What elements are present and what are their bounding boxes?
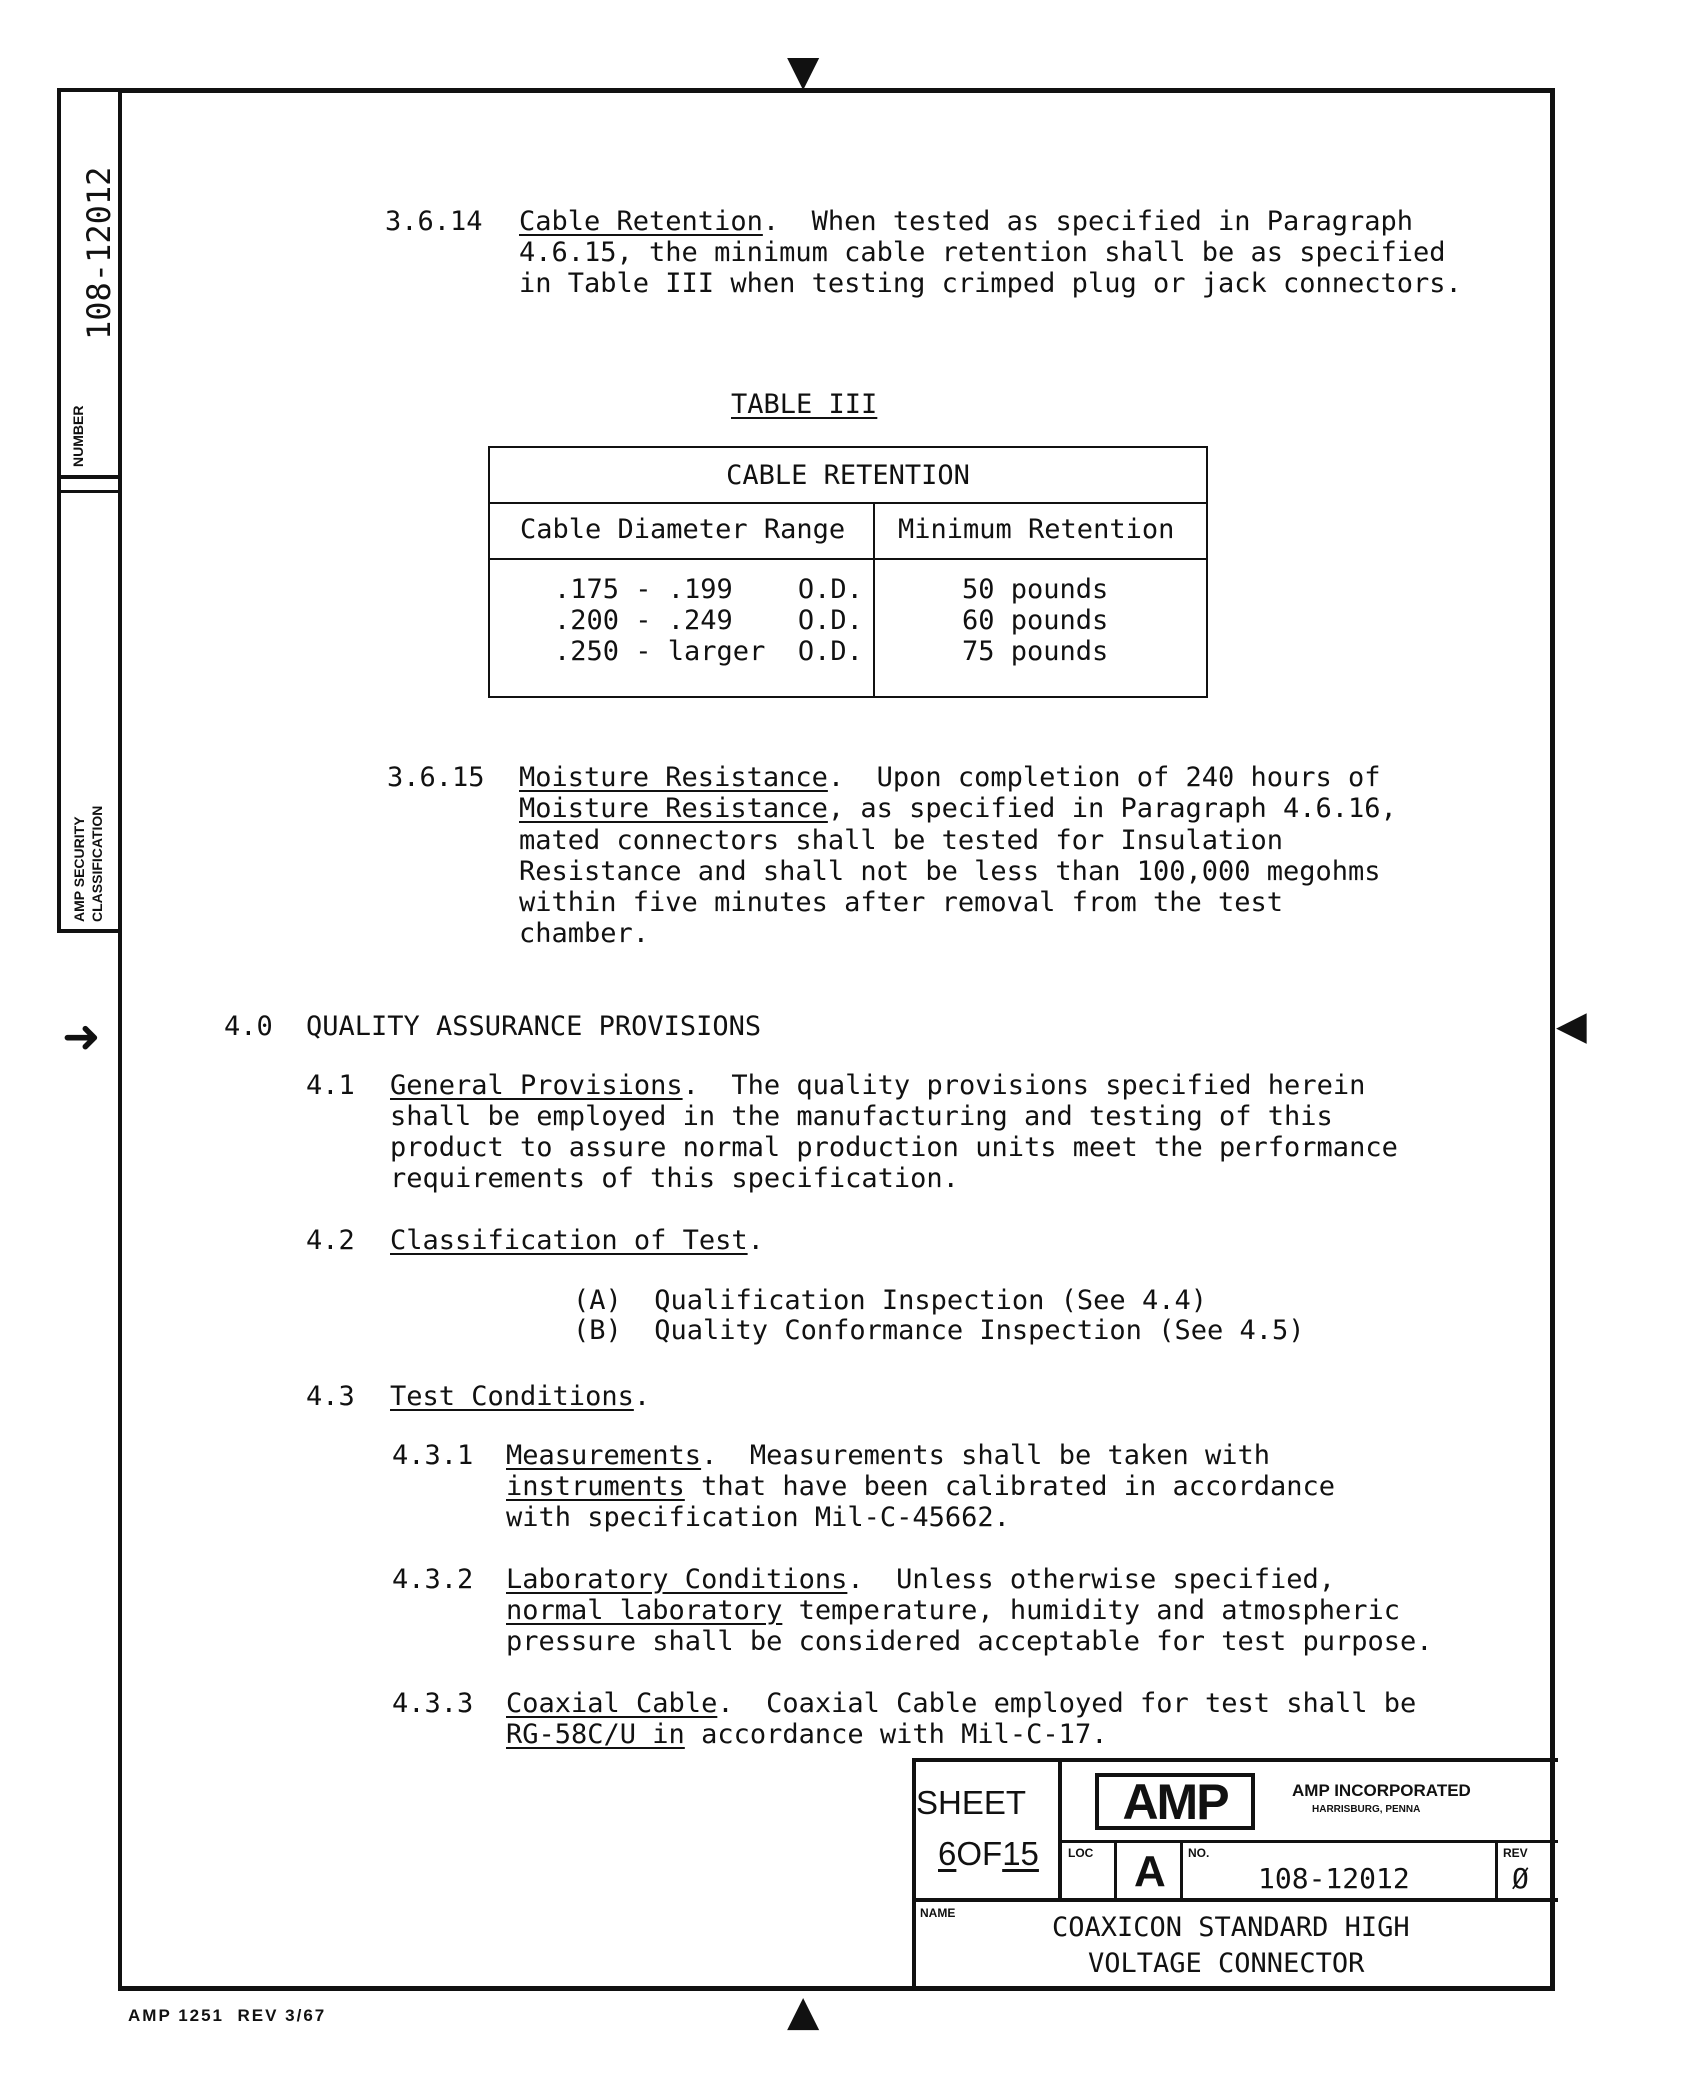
title-block-line xyxy=(1114,1843,1117,1900)
sheet-label: SHEET xyxy=(916,1784,1027,1821)
section-title: Moisture Resistance xyxy=(519,762,828,793)
paragraph-line: with specification Mil-C-45662. xyxy=(506,1502,1010,1533)
section-number: 4.3.2 xyxy=(392,1564,474,1595)
underlined-text: RG-58C/U in xyxy=(506,1719,685,1750)
paragraph-line xyxy=(506,1440,1270,1471)
column-header: Minimum Retention xyxy=(898,514,1175,545)
title-block-line xyxy=(1062,1840,1558,1843)
section-title: Test Conditions xyxy=(390,1381,634,1412)
amp-logo xyxy=(1095,1773,1255,1830)
strip-divider xyxy=(57,475,120,479)
table-header-row xyxy=(490,502,1206,560)
document-name: COAXICON STANDARD HIGH xyxy=(1052,1912,1410,1943)
paragraph-text: accordance with Mil-C-17. xyxy=(684,1719,1108,1750)
paragraph-line xyxy=(506,1564,1335,1595)
section-title: Cable Retention xyxy=(519,206,763,237)
company-location: HARRISBURG, PENNA xyxy=(1312,1804,1421,1815)
document-number-vertical: 108-12012 xyxy=(80,166,118,340)
paragraph-line xyxy=(390,1225,764,1256)
table-title: TABLE III xyxy=(731,389,878,420)
paragraph-text: . Upon completion of 240 hours of xyxy=(827,762,1381,793)
paragraph-text: temperature, humidity and atmospheric xyxy=(782,1595,1401,1626)
company-name: AMP INCORPORATED xyxy=(1292,1781,1471,1800)
paragraph-line xyxy=(506,1595,1400,1626)
paragraph-text: . xyxy=(747,1225,764,1256)
strip-divider xyxy=(57,490,120,493)
arrow-right-icon: ➜ xyxy=(62,1009,101,1063)
paragraph-line: mated connectors shall be tested for Insulation xyxy=(519,825,1284,856)
paragraph-line: product to assure normal production units meet the performance xyxy=(390,1132,1398,1163)
section-number: 3.6.15 xyxy=(387,762,485,793)
arrow-down-icon: ▼ xyxy=(787,46,820,95)
underlined-text: instruments xyxy=(506,1471,685,1502)
paragraph-line xyxy=(519,793,1397,824)
sheet-number xyxy=(920,1835,1039,1873)
list-item: (B) Quality Conformance Inspection (See 4.5) xyxy=(573,1315,1305,1346)
paragraph-line: Resistance and shall not be less than 100,000 megohms xyxy=(519,856,1381,887)
paragraph-line xyxy=(390,1070,1365,1101)
paragraph-line xyxy=(506,1471,1335,1502)
paragraph-line: within five minutes after removal from the test xyxy=(519,887,1284,918)
title-block-line xyxy=(1495,1843,1498,1900)
cable-retention-table xyxy=(488,446,1208,698)
name-label: NAME xyxy=(920,1906,956,1920)
no-label: NO. xyxy=(1188,1846,1210,1860)
column-header: Cable Diameter Range xyxy=(520,514,846,545)
title-block-line xyxy=(1058,1758,1062,1900)
table-cell: .250 - larger O.D. xyxy=(554,636,863,667)
sheet-total: 15 xyxy=(1002,1835,1039,1872)
arrow-left-icon: ◀ xyxy=(1556,1003,1587,1049)
underlined-text: Moisture Resistance xyxy=(519,793,828,824)
document-name: VOLTAGE CONNECTOR xyxy=(1088,1948,1365,1979)
table-cell: .175 - .199 O.D. xyxy=(554,574,863,605)
paragraph-line xyxy=(519,206,1413,237)
paragraph-line: pressure shall be considered acceptable for test purpose. xyxy=(506,1626,1433,1657)
underlined-text: normal laboratory xyxy=(506,1595,783,1626)
section-number: 4.1 xyxy=(306,1070,355,1101)
section-number: 4.3.3 xyxy=(392,1688,474,1719)
paragraph-line: 4.6.15, the minimum cable retention shall be as specified xyxy=(519,237,1446,268)
paragraph-text: . The quality provisions specified herein xyxy=(682,1070,1366,1101)
paragraph-line xyxy=(390,1381,650,1412)
paragraph-text: . When tested as specified in Paragraph xyxy=(762,206,1414,237)
paragraph-line: chamber. xyxy=(519,918,650,949)
section-number: 4.0 xyxy=(224,1011,273,1042)
section-title: Classification of Test xyxy=(390,1225,748,1256)
section-number: 4.3 xyxy=(306,1381,355,1412)
sheet-of: OF xyxy=(956,1835,1003,1872)
paragraph-line: requirements of this specification. xyxy=(390,1163,959,1194)
loc-label: LOC xyxy=(1068,1846,1094,1860)
table-cell: 75 pounds xyxy=(962,636,1109,667)
table-cell: .200 - .249 O.D. xyxy=(554,605,863,636)
table-cell: 50 pounds xyxy=(962,574,1109,605)
paragraph-text: . Measurements shall be taken with xyxy=(701,1440,1271,1471)
column-divider xyxy=(873,502,875,698)
logo-text: AMP xyxy=(1122,1773,1228,1830)
table-caption: CABLE RETENTION xyxy=(490,448,1206,504)
title-block-line xyxy=(912,1898,1558,1902)
section-title: General Provisions xyxy=(390,1070,683,1101)
section-title: Measurements xyxy=(506,1440,702,1471)
table-cell: 60 pounds xyxy=(962,605,1109,636)
paragraph-text: . Unless otherwise specified, xyxy=(847,1564,1336,1595)
sheet-current: 6 xyxy=(938,1835,957,1872)
rev-label: REV xyxy=(1503,1846,1528,1860)
document-number: 108-12012 xyxy=(1258,1862,1410,1895)
paragraph-text: . Coaxial Cable employed for test shall be xyxy=(717,1688,1417,1719)
rev-value: Ø xyxy=(1512,1862,1529,1895)
list-item: (A) Qualification Inspection (See 4.4) xyxy=(573,1285,1207,1316)
title-block-line xyxy=(1180,1843,1183,1900)
paragraph-text: , as specified in Paragraph 4.6.16, xyxy=(827,793,1397,824)
number-label: NUMBER xyxy=(70,405,86,467)
section-heading: QUALITY ASSURANCE PROVISIONS xyxy=(306,1011,762,1042)
arrow-up-icon: ▲ xyxy=(787,1986,820,2035)
security-label: AMP SECURITY xyxy=(71,816,87,922)
paragraph-line xyxy=(506,1688,1416,1719)
paragraph-line xyxy=(506,1719,1107,1750)
form-number: AMP 1251 REV 3/67 xyxy=(128,2006,327,2025)
loc-value: A xyxy=(1134,1847,1166,1896)
paragraph-text: . xyxy=(633,1381,651,1412)
section-title: Coaxial Cable xyxy=(506,1688,718,1719)
paragraph-line: in Table III when testing crimped plug or jack connectors. xyxy=(519,268,1462,299)
paragraph-line: shall be employed in the manufacturing and testing of this xyxy=(390,1101,1333,1132)
classification-label: CLASSIFICATION xyxy=(89,805,105,922)
section-number: 3.6.14 xyxy=(385,206,483,237)
section-number: 4.3.1 xyxy=(392,1440,474,1471)
paragraph-line xyxy=(519,762,1381,793)
section-title: Laboratory Conditions xyxy=(506,1564,848,1595)
section-number: 4.2 xyxy=(306,1225,355,1256)
paragraph-text: that have been calibrated in accordance xyxy=(684,1471,1336,1502)
